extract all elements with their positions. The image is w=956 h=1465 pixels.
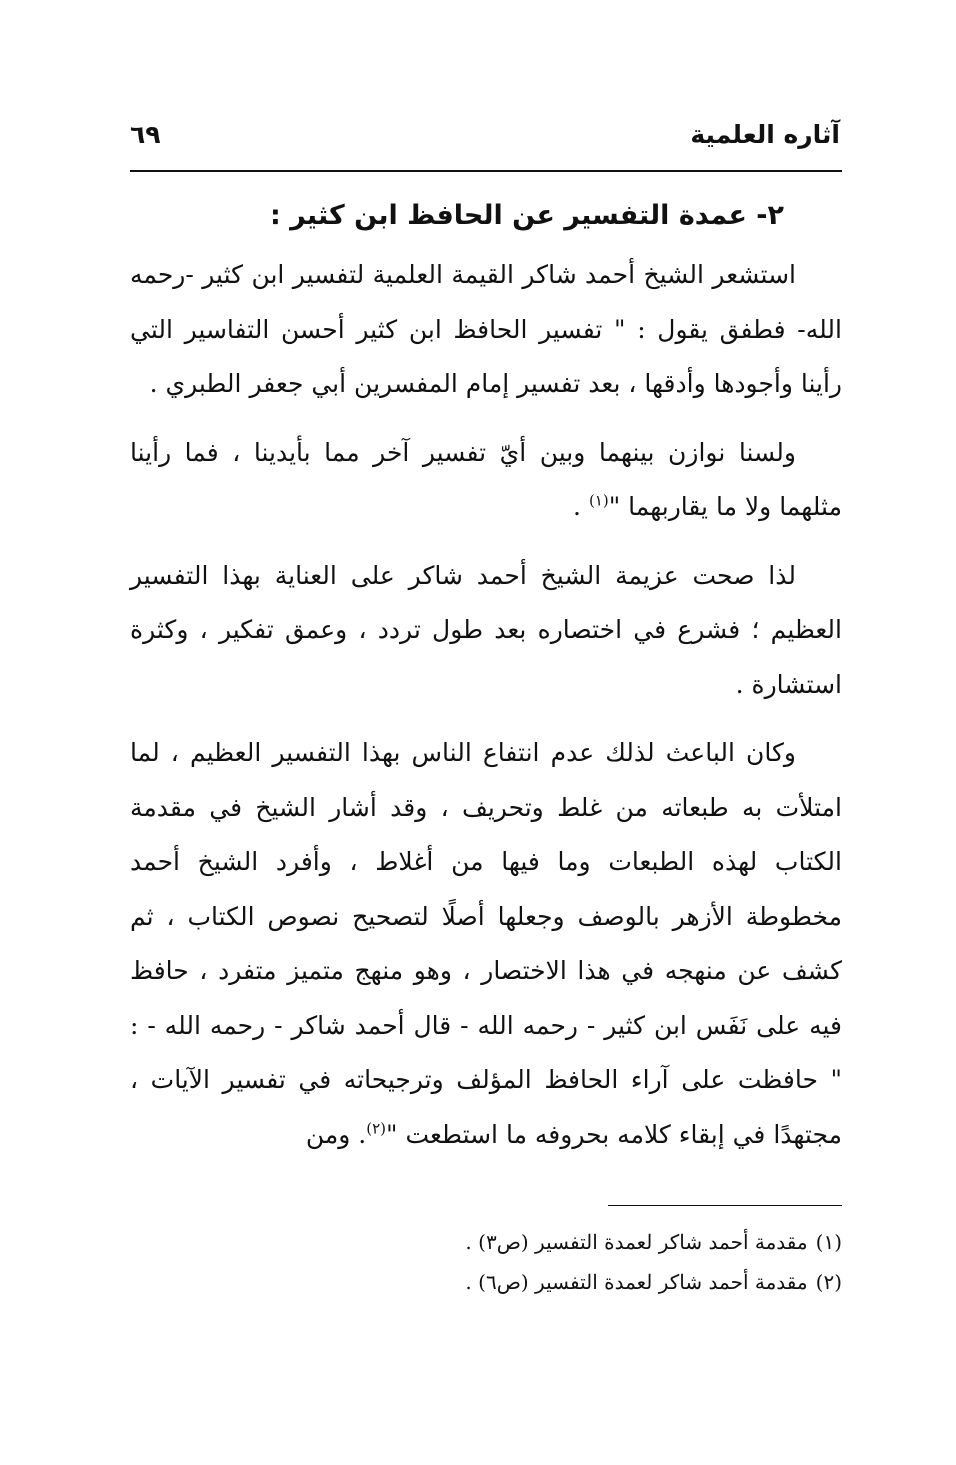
footnote-2 <box>130 1262 842 1302</box>
paragraph-tail: . ومن <box>305 1119 367 1149</box>
paragraph-text: وكان الباعث لذلك عدم انتفاع الناس بهذا التفسير العظيم ، لما امتلأت به طبعاته من غلط وتحريف ، وقد أشار الشيخ في مقدمة الكتاب لهذه الطبعات وما فيها من أغلاط ، وأفرد الشيخ أحمد مخطوطة الأزهر بالوصف وجعلها أصلًا لتصحيح نصوص الكتاب ، ثم كشف عن منهجه في هذا الاختصار ، وهو منهج متميز متفرد ، حافظ فيه على نَفَس ابن كثير - رحمه الله - قال أحمد شاكر - رحمه الله - : " حافظت على آراء الحافظ المؤلف وترجيحاته في تفسير الآيات ، مجتهدًا في إبقاء كلامه بحروفه ما استطعت " <box>130 738 842 1149</box>
footnote-text: مقدمة أحمد شاكر لعمدة التفسير (ص٣) . <box>465 1230 808 1254</box>
header-rule <box>130 170 842 172</box>
running-title: آثاره العلمية <box>690 120 840 149</box>
paragraph-tail: . <box>573 492 589 521</box>
footnote-ref-2: (٢) <box>366 1119 386 1138</box>
footnotes <box>130 1222 842 1302</box>
page-header <box>130 120 840 164</box>
footnote-1 <box>130 1222 842 1262</box>
paragraph-2 <box>130 426 842 535</box>
footnote-number: (٢) <box>815 1270 842 1294</box>
paragraph-3 <box>130 549 842 713</box>
paragraph-text: لذا صحت عزيمة الشيخ أحمد شاكر على العناية بهذا التفسير العظيم ؛ فشرع في اختصاره بعد طول تردد ، وعمق تفكير ، وكثرة استشارة . <box>130 560 842 699</box>
paragraph-text: ولسنا نوازن بينهما وبين أيّ تفسير آخر مما بأيدينا ، فما رأينا مثلهما ولا ما يقاربهما " <box>130 437 842 521</box>
main-text <box>130 190 842 1176</box>
footnote-ref-1: (١) <box>588 491 609 510</box>
footnote-text: مقدمة أحمد شاكر لعمدة التفسير (ص٦) . <box>465 1270 808 1294</box>
paragraph-4 <box>130 726 842 1162</box>
footnote-separator <box>608 1205 842 1206</box>
paragraph-1 <box>130 248 842 412</box>
paragraph-text: استشعر الشيخ أحمد شاكر القيمة العلمية لتفسير ابن كثير -رحمه الله- فطفق يقول : " تفسير الحافظ ابن كثير أحسن التفاسير التي رأينا وأجودها وأدقها ، بعد تفسير إمام المفسرين أبي جعفر الطبري . <box>130 260 842 398</box>
section-heading: ٢- عمدة التفسير عن الحافظ ابن كثير : <box>269 200 784 231</box>
footnote-number: (١) <box>815 1230 842 1254</box>
page-number: ٦٩ <box>130 120 161 149</box>
